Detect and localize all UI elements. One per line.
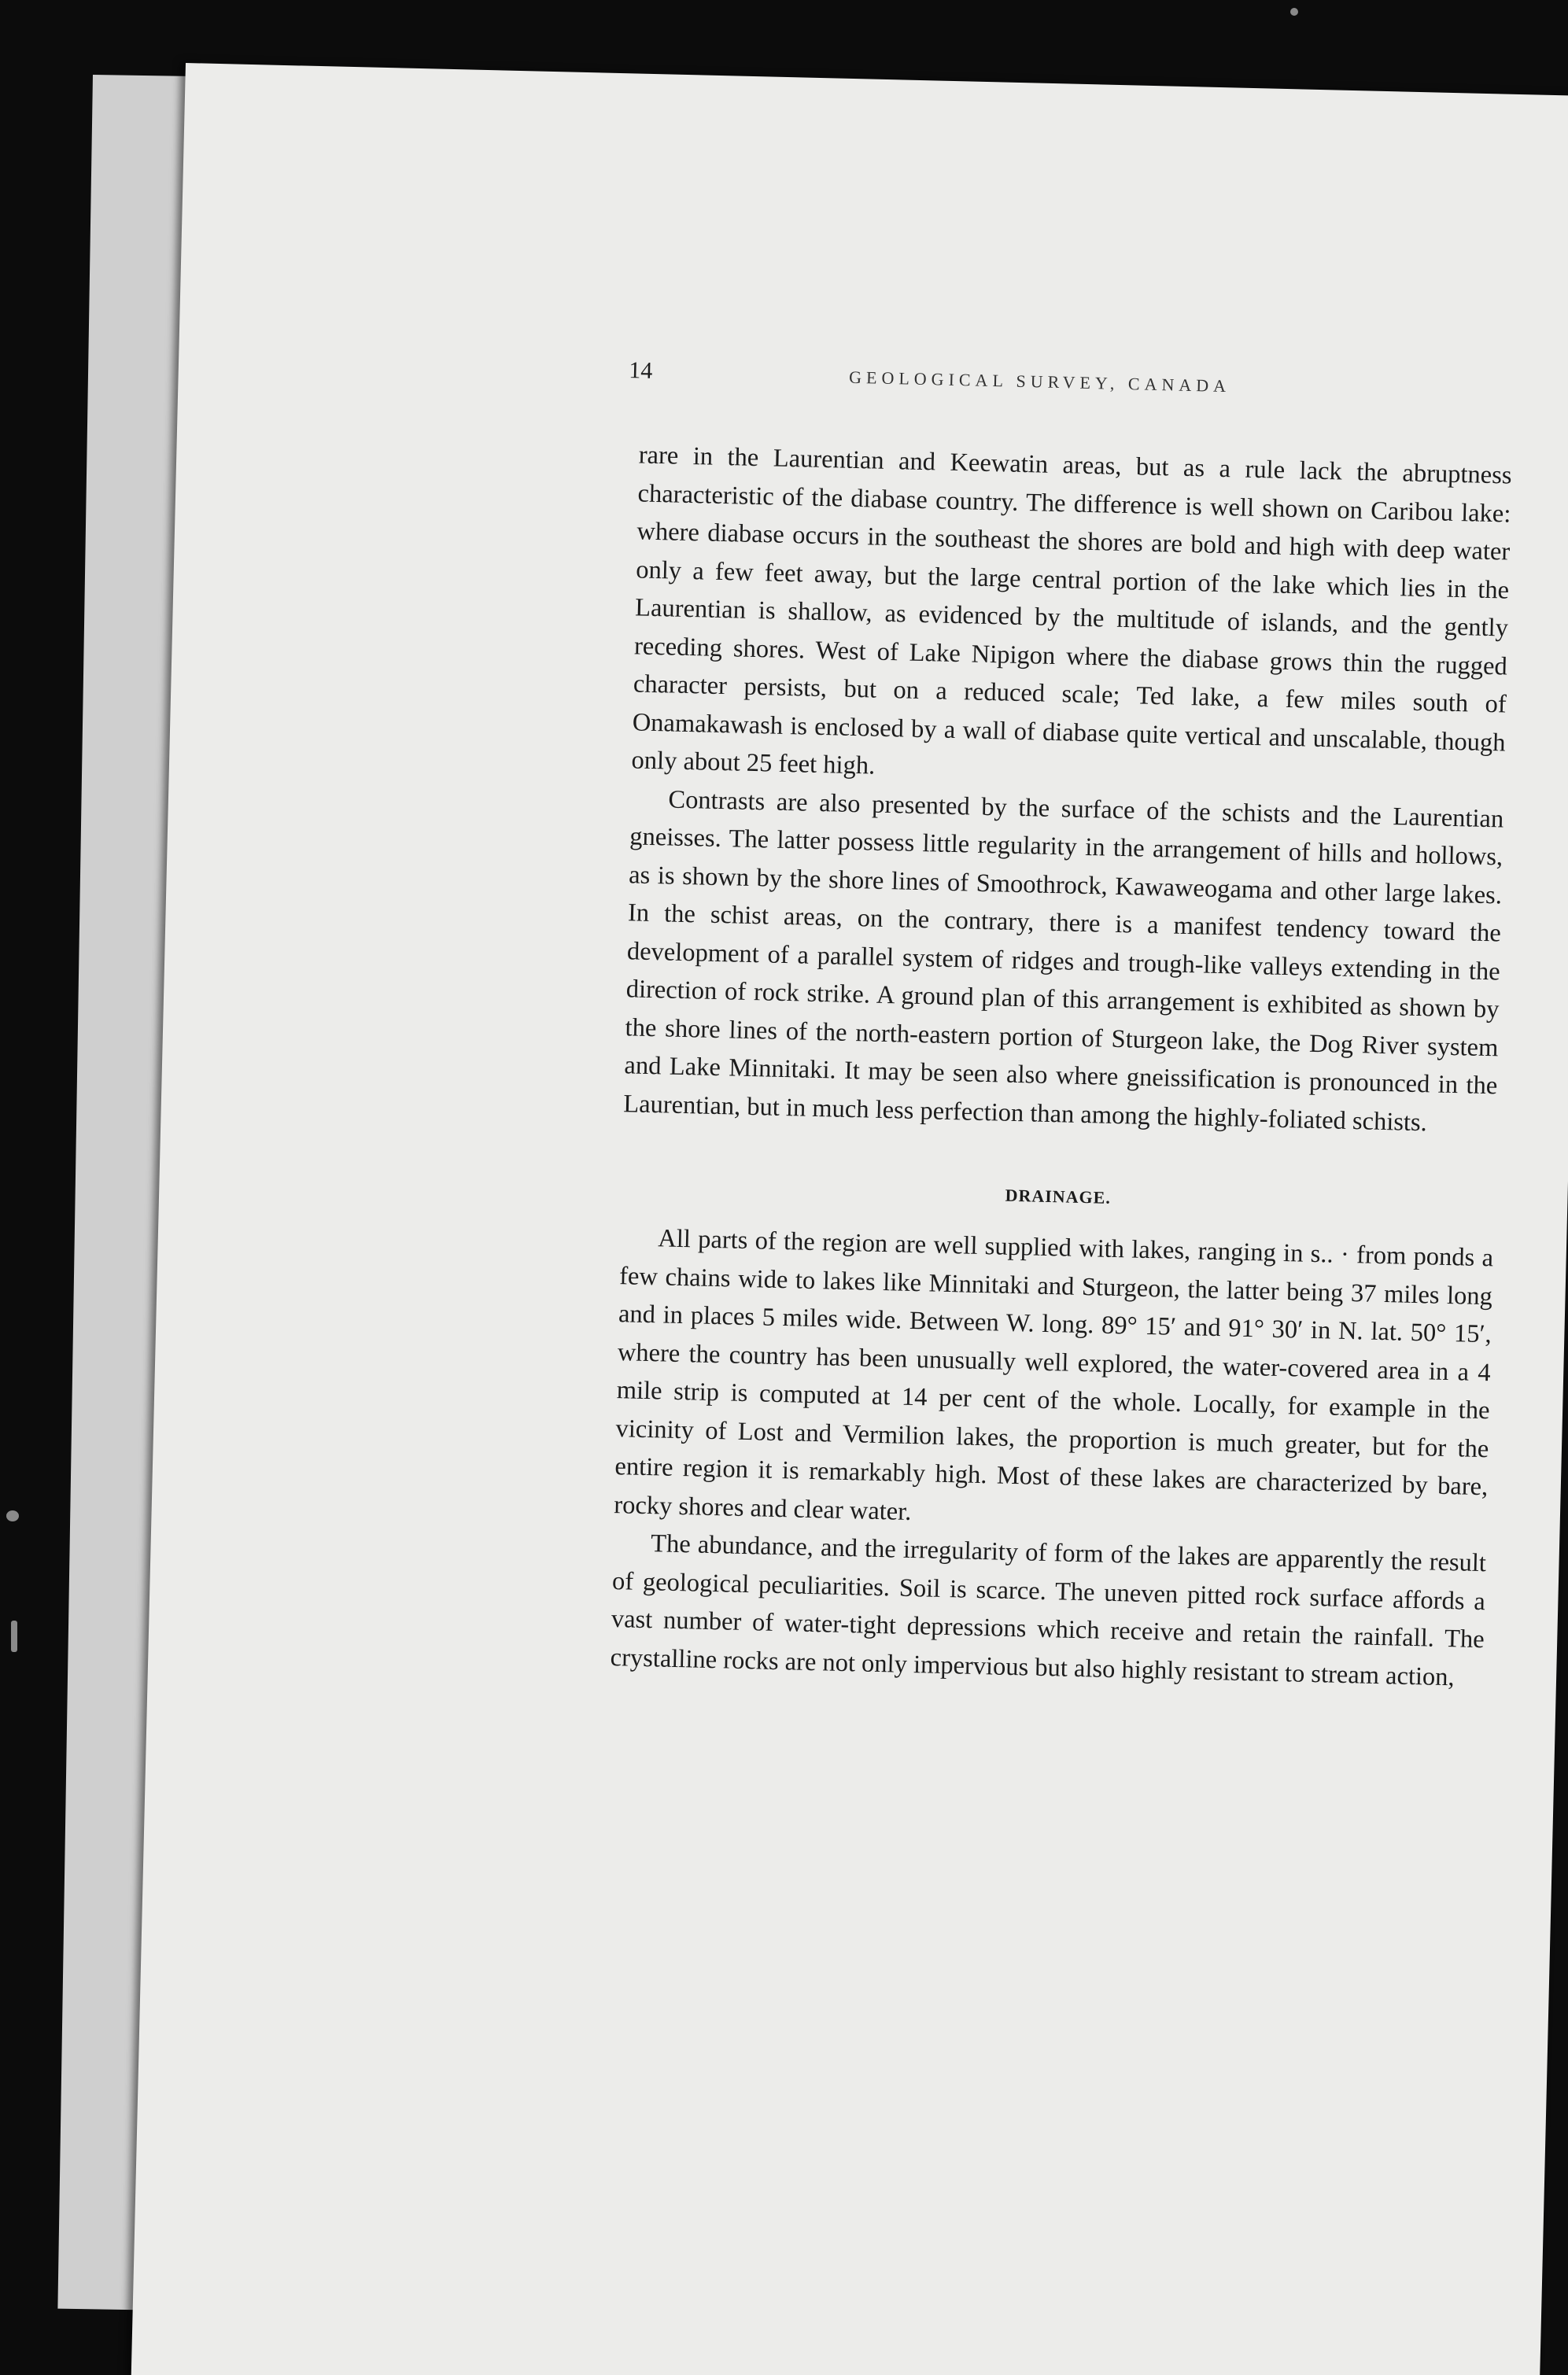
paragraph: Contrasts are also presented by the surface of the schists and the Laurentian gneisses. The latter possess little regularity in the arrangement of hills and hollows, as is shown by the shore lines of Smoothrock, Kawaweogama and other large lakes. In the schist areas, on the contrary, there is a manifest tendency toward the development of a parallel system of ridges and trough-like valleys extending in the direction of rock strike. A ground plan of this arrangement is exhibited as shown by the shore lines of the north-eastern portion of Sturgeon lake, the Dog River system and Lake Minnitaki. It may be seen also where gneissification is pronounced in the Laurentian, but in much less perfection than among the highly-foliated schists. (622, 784, 1504, 1137)
edge-speck (1290, 8, 1298, 16)
paragraph: rare in the Laurentian and Keewatin areas, but as a rule lack the abruptness characteristic of the diabase country. The difference is well shown on Caribou lake: where diabase occurs in the southeast the shores are bold and high with deep water only a few feet away, but the large central portion of the lake which lies in the Laurentian is shallow, as evidenced by the multitude of islands, and the gently receding shores. West of Lake Nipigon where the diabase grows thin the rugged character persists, but on a reduced scale; Ted lake, a few miles south of Onamakawash is enclosed by a wall of diabase quite vertical and unscalable, though only about 25 feet high. (631, 441, 1512, 780)
page-number: 14 (628, 357, 653, 384)
edge-speck (11, 1621, 17, 1652)
body-text (610, 436, 1512, 1697)
edge-speck (6, 1510, 19, 1521)
running-title: GEOLOGICAL SURVEY, CANADA (848, 367, 1231, 396)
section-heading: DRAINAGE. (1005, 1185, 1112, 1208)
paragraph: The abundance, and the irregularity of form of the lakes are apparently the result of geological peculiarities. Soil is scarce. The uneven pitted rock surface affords a vast number of water-tight depressions which receive and retain the rainfall. The crystalline rocks are not only impervious but also highly resistant to stream action, (610, 1529, 1487, 1691)
paragraph: All parts of the region are well supplied with lakes, ranging in s.. · from ponds a few chains wide to lakes like Minnitaki and Sturgeon, the latter being 37 miles long and in places 5 miles wide. Between W. long. 89° 15′ and 91° 30′ in N. lat. 50° 15′, where the country has been unusually well explored, the water-covered area in a 4 mile strip is computed at 14 per cent of the whole. Locally, for example in the vicinity of Lost and Vermilion lakes, the proportion is much greater, but for the entire region it is remarkably high. Most of these lakes are characterized by bare, rocky shores and clear water. (613, 1224, 1494, 1526)
